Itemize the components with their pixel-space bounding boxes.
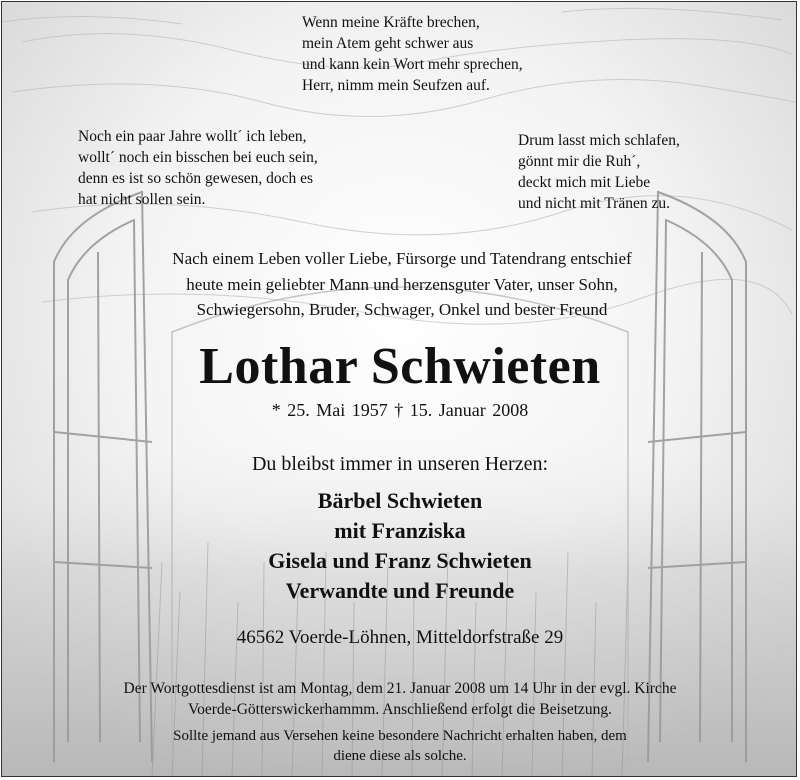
service-info bbox=[2, 678, 797, 720]
obituary-notice bbox=[1, 1, 797, 777]
poem-line: mein Atem geht schwer aus bbox=[302, 35, 474, 52]
footer-line: Sollte jemand aus Versehen keine besondere Nachricht erhalten haben, dem bbox=[173, 728, 627, 744]
intro-line: heute mein geliebter Mann und herzensguter Vater, unser Sohn, bbox=[186, 274, 618, 294]
family-address: 46562 Voerde-Löhnen, Mitteldorfstraße 29 bbox=[236, 627, 564, 648]
poem-line: Herr, nimm mein Seufzen auf. bbox=[302, 77, 490, 94]
poem-line: Drum lasst mich schlafen, bbox=[518, 132, 680, 149]
intro-line: Nach einem Leben voller Liebe, Fürsorge und Tatendrang entschief bbox=[172, 249, 632, 268]
poem-line: denn es ist so schön gewesen, doch es bbox=[78, 170, 314, 187]
intro-line: Schwiegersohn, Bruder, Schwager, Onkel und bester Freund bbox=[196, 300, 608, 319]
service-line: Voerde-Götterswickerhammm. Anschließend erfolgt die Beisetzung. bbox=[187, 701, 613, 718]
poem-line: wollt´ noch ein bisschen bei euch sein, bbox=[78, 149, 318, 166]
mourner-line: Verwandte und Freunde bbox=[285, 578, 515, 603]
poem-line: hat nicht sollen sein. bbox=[78, 191, 206, 208]
mourner-line: Gisela und Franz Schwieten bbox=[268, 548, 532, 573]
poem-top bbox=[302, 12, 523, 96]
poem-left bbox=[78, 126, 318, 210]
service-line: Der Wortgottesdienst ist am Montag, dem 21. Januar 2008 um 14 Uhr in der evgl. Kirche bbox=[123, 680, 677, 697]
poem-right bbox=[518, 130, 680, 214]
poem-line: deckt mich mit Liebe bbox=[518, 174, 651, 191]
footer-note bbox=[2, 726, 797, 766]
memorial-motto: Du bleibst immer in unseren Herzen: bbox=[251, 453, 549, 475]
poem-line: Wenn meine Kräfte brechen, bbox=[302, 14, 480, 31]
deceased-name: Lothar Schwieten bbox=[199, 338, 601, 395]
life-dates: * 25. Mai 1957 † 15. Januar 2008 bbox=[271, 400, 529, 420]
footer-line: diene diese als solche. bbox=[333, 748, 467, 764]
mourners-list bbox=[2, 486, 797, 606]
poem-line: und nicht mit Tränen zu. bbox=[518, 195, 670, 212]
mourner-line: Bärbel Schwieten bbox=[317, 488, 483, 513]
mourner-line: mit Franziska bbox=[334, 518, 466, 543]
poem-line: gönnt mir die Ruh´, bbox=[518, 153, 641, 170]
poem-line: Noch ein paar Jahre wollt´ ich leben, bbox=[78, 128, 307, 145]
intro-text bbox=[42, 246, 762, 323]
poem-line: und kann kein Wort mehr sprechen, bbox=[302, 56, 523, 73]
